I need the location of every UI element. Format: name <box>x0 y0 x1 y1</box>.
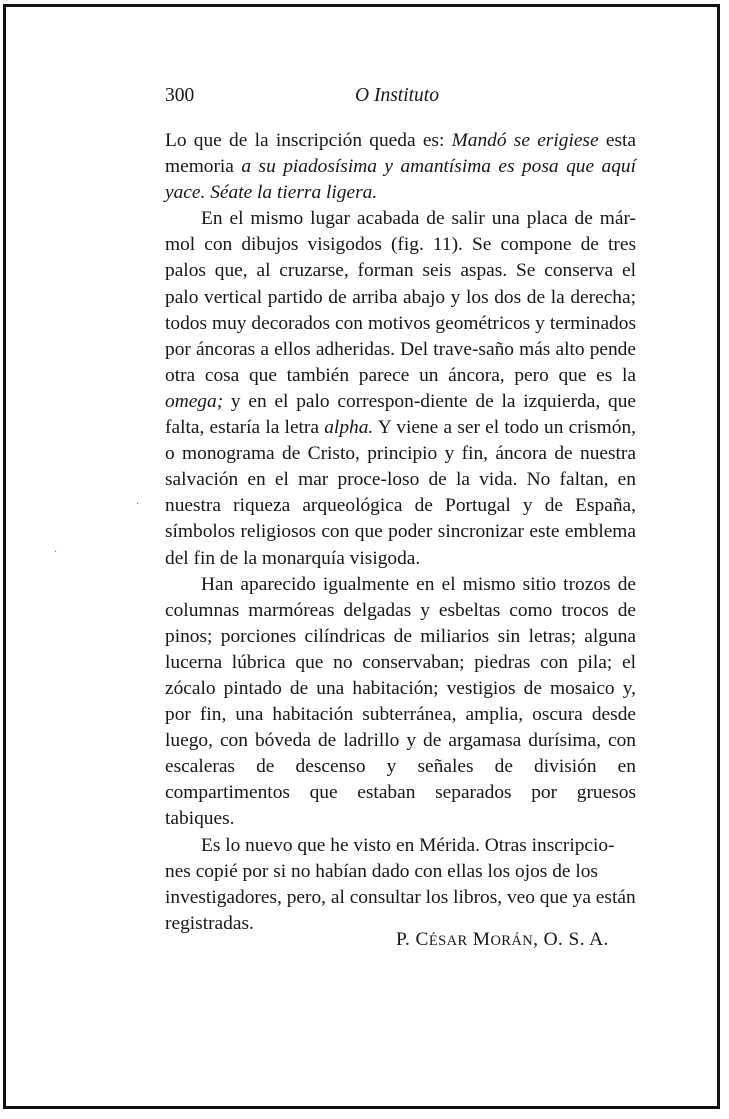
text-segment: Y viene a ser el todo un crismón, o monograma de Cristo, principio y fin, áncora de nuestra salvación en el mar proce-loso de la vida. No faltan, en nuestra riqueza arqueológica de Portugal y de España, símbolos religiosos con que poder sincronizar este emblema del fin de la monarquía visigoda. <box>165 417 636 569</box>
italic-term: alpha. <box>324 417 374 439</box>
page-header <box>165 85 635 113</box>
paragraph-4 <box>165 833 636 937</box>
text-segment: En el mismo lugar acabada de salir una placa de már-mol con dibujos visigodos (fig. 11). Se compone de tres palos que, al cruzarse, forman seis aspas. Se conserva el palo vertical partido de arriba abajo y los dos de la derecha; todos muy decorados con motivos geométricos y terminados por áncoras a ellos adheridas. Del trave-saño más alto pende otra cosa que también parece un áncora, pero que es la <box>165 208 636 386</box>
text-segment: esta memoria <box>165 130 636 178</box>
paragraph-2 <box>165 206 636 571</box>
italic-quote: Mandó se erigiese <box>451 130 599 151</box>
signature-first-name: ÉSAR <box>428 933 468 949</box>
running-title: O Instituto <box>355 85 439 106</box>
signature-surname: ORÁN <box>490 933 534 949</box>
signature-suffix: , O. S. A. <box>533 929 609 950</box>
paragraph-1 <box>165 128 636 206</box>
italic-quote: a su piadosísima y amantísima es posa que aquí yace. Séate la tierra ligera. <box>165 156 636 204</box>
text-segment: y en el palo correspon-diente de la izquierda, que falta, estaría la letra <box>165 390 636 439</box>
text-segment: Lo que de la inscripción queda es: <box>165 130 452 151</box>
italic-term: omega; <box>165 390 224 412</box>
text-segment: Han aparecido igualmente en el mismo sitio trozos de columnas marmóreas delgadas y esbeltas como trocos de pinos; porciones cilíndricas de miliarios sin letras; alguna lucerna lúbrica que no conservaban; piedras con pila; el zócalo pintado de una habitación; vestigios de mosaico y, por fin, una habitación subterránea, amplia, oscura desde luego, con bóveda de ladrillo y de argamasa durísima, con escaleras de descenso y señales de división en compartimentos que estaban separados por gruesos tabiques. <box>165 573 636 830</box>
paragraph-3 <box>165 572 636 833</box>
signature-prefix: P. C <box>396 929 429 950</box>
scan-speck-mark: · <box>136 499 140 510</box>
body-text <box>165 128 636 937</box>
scan-speck-mark: · <box>54 547 58 558</box>
signature-space: M <box>467 929 491 950</box>
page-number: 300 <box>165 85 195 106</box>
text-segment: Es lo nuevo que he visto en Mérida. Otras inscripcio-nes copié por si no habían dado con ellas los ojos de los investigadores, pero, al consultar los libros, veo que ya están registradas. <box>165 834 636 934</box>
author-signature <box>396 929 609 951</box>
